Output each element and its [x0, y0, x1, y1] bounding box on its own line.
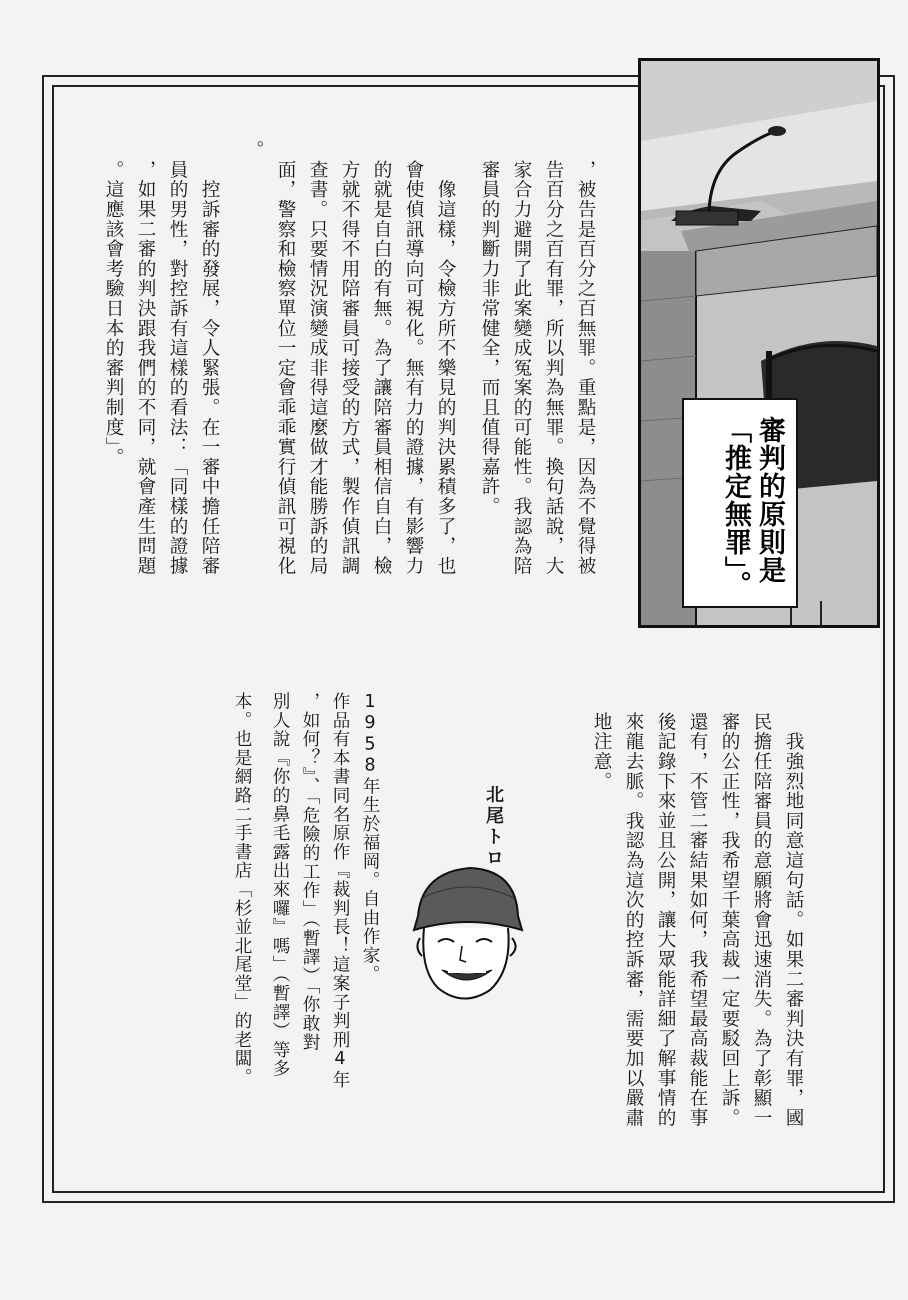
upper-column: 會使偵訊導向可視化。無有力的證據，有影響力: [403, 160, 424, 576]
bio-column: ，如何？』、「危險的工作」（暫譯）「你敢對: [300, 692, 320, 1052]
lower-column: 還有，不管二審結果如何，我希望最高裁能在事: [687, 712, 708, 1128]
bio-column: 別人說『你的鼻毛露出來囉』嗎」（暫譯）等多: [270, 692, 290, 1078]
upper-column: 。這應該會考驗日本的審判制度」。: [103, 160, 124, 468]
upper-column: 。: [243, 140, 264, 160]
upper-column: 告百分之百有罪，所以判為無罪。換句話說，大: [543, 160, 564, 576]
upper-column: 員的男性，對控訴有這樣的看法：「同樣的證據: [167, 160, 188, 576]
caption-box: [682, 398, 798, 608]
lower-column: 我強烈地同意這句話。如果二審判決有罪，國: [783, 712, 804, 1128]
lower-column: 審的公正性，我希望千葉高裁一定要駁回上訴。: [719, 712, 740, 1128]
upper-column: 像這樣，令檢方所不樂見的判決累積多了，也: [435, 160, 456, 576]
author-portrait-illustration: [408, 858, 524, 1008]
author-name: 北尾トロ: [483, 785, 504, 869]
lower-column: 地注意。: [591, 712, 612, 792]
upper-column: ，被告是百分之百無罪。重點是，因為不覺得被: [575, 160, 596, 576]
bio-column: 1958年生於福岡。自由作家。: [360, 692, 380, 984]
upper-column: 的就是自白的有無。為了讓陪審員相信自白，檢: [371, 160, 392, 576]
upper-column: 方就不得不用陪審員可接受的方式，製作偵訊調: [339, 160, 360, 576]
upper-column: 審員的判斷力非常健全，而且值得嘉許。: [479, 160, 500, 517]
caption-line-1: 審判的原則是: [754, 416, 785, 584]
upper-column: 家合力避開了此案變成冤案的可能性。我認為陪: [511, 160, 532, 576]
upper-column: ，如果二審的判決跟我們的不同，就會產生問題: [135, 160, 156, 576]
upper-column: 控訴審的發展，令人緊張。在一審中擔任陪審: [199, 160, 220, 576]
lower-column: 民擔任陪審員的意願將會迅速消失。為了彰顯一: [751, 712, 772, 1128]
caption-line-2: 「推定無罪」。: [720, 416, 751, 599]
bio-column: 作品有本書同名原作『裁判長！這案子判刑4年: [330, 692, 350, 1090]
lower-column: 後記錄下來並且公開，讓大眾能詳細了解事情的: [655, 712, 676, 1128]
upper-column: 查書。只要情況演變成非得這麼做才能勝訴的局: [307, 160, 328, 576]
bio-column: 本。也是網路二手書店「杉並北尾堂」的老闆。: [232, 692, 252, 1087]
lower-column: 來龍去脈。我認為這次的控訴審，需要加以嚴肅: [623, 712, 644, 1128]
caption-text: [718, 416, 786, 599]
upper-column: 面，警察和檢察單位一定會乖乖實行偵訊可視化: [275, 160, 296, 576]
